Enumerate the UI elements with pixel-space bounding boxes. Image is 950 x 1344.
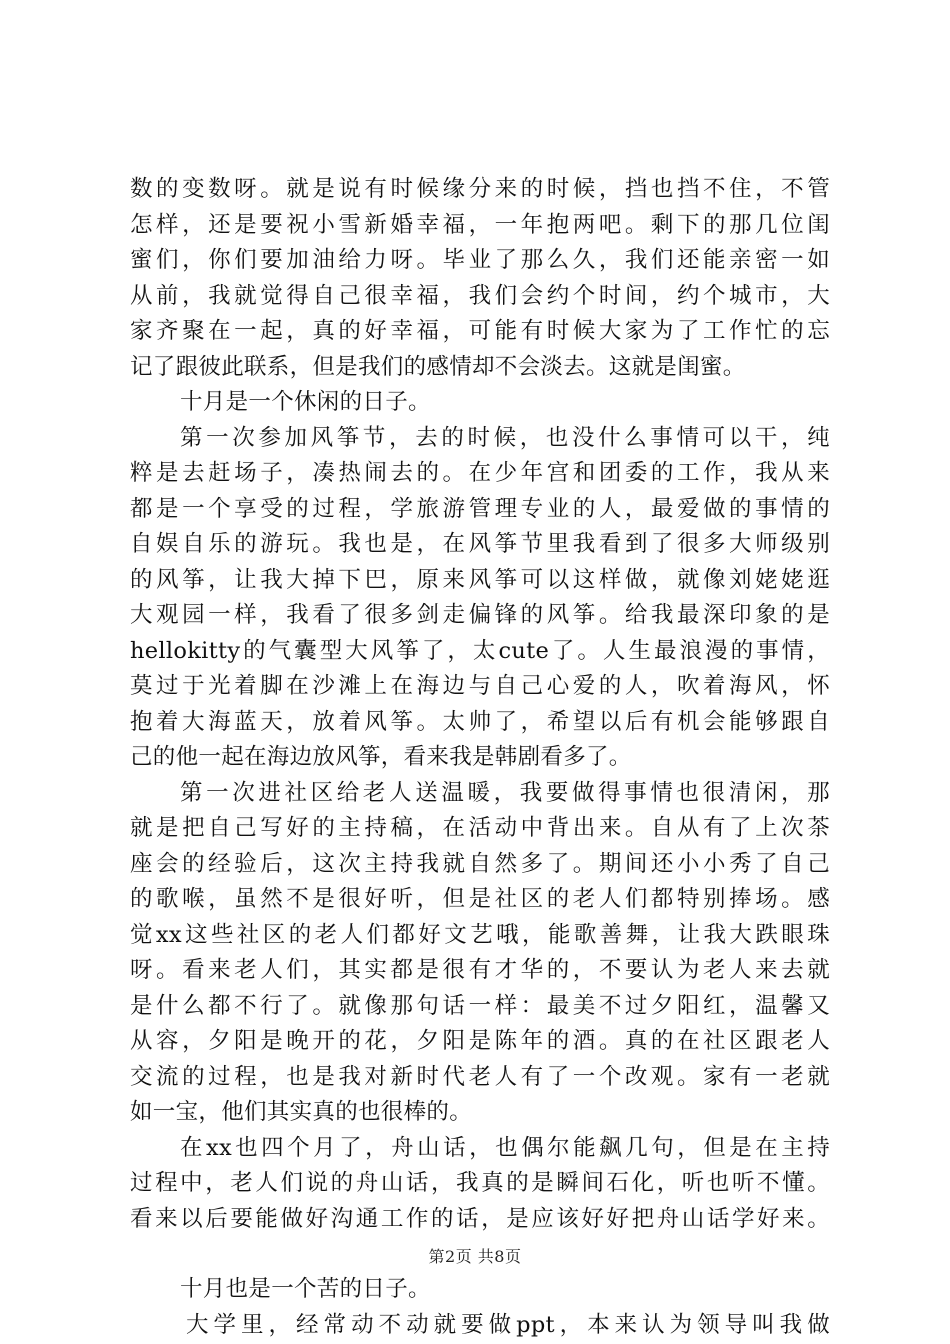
text-line: 是什么都不行了。就像那句话一样：最美不过夕阳红，温馨又 [130, 992, 830, 1019]
text-line: 家齐聚在一起，真的好幸福，可能有时候大家为了工作忙的忘 [130, 318, 830, 344]
text-line: 自娱自乐的游玩。我也是，在风筝节里我看到了很多大师级别 [130, 531, 830, 557]
text-line: 都是一个享受的过程，学旅游管理专业的人，最爱做的事情的 [130, 495, 830, 522]
text-line: 的歌喉，虽然不是很好听，但是社区的老人们都特别捧场。感 [130, 886, 830, 912]
text-line: hellokitty的气囊型大风筝了，太cute了。人生最浪漫的事情， [130, 637, 830, 664]
text-line: 觉xx这些社区的老人们都好文艺哦，能歌善舞，让我大跌眼珠 [130, 921, 830, 948]
text-line: 呀。看来老人们，其实都是很有才华的，不要认为老人来去就 [130, 957, 830, 983]
text-line: 粹是去赶场子，凑热闹去的。在少年宫和团委的工作，我从来 [130, 460, 830, 486]
text-line: 的风筝，让我大掉下巴，原来风筝可以这样做，就像刘姥姥逛 [130, 566, 830, 593]
text-line: 第一次进社区给老人送温暖，我要做得事情也很清闲，那 [180, 779, 830, 806]
text-line: 从容，夕阳是晚开的花，夕阳是陈年的酒。真的在社区跟老人 [130, 1028, 830, 1054]
text-line: 如一宝，他们其实真的也很棒的。 [130, 1099, 473, 1125]
text-line: 在xx也四个月了，舟山话，也偶尔能飙几句，但是在主持 [180, 1134, 830, 1161]
text-line: 过程中，老人们说的舟山话，我真的是瞬间石化，听也听不懂。 [130, 1170, 830, 1196]
paragraph-heading: 十月是一个休闲的日子。 [180, 389, 431, 415]
paragraph-heading: 十月也是一个苦的日子。 [180, 1276, 431, 1302]
text-line: 第一次参加风筝节，去的时候，也没什么事情可以干，纯 [180, 424, 830, 451]
text-line: 蜜们，你们要加油给力呀。毕业了那么久，我们还能亲密一如 [130, 247, 830, 273]
text-line: 记了跟彼此联系，但是我们的感情却不会淡去。这就是闺蜜。 [130, 353, 746, 380]
text-line: 己的他一起在海边放风筝，看来我是韩剧看多了。 [130, 744, 632, 770]
text-line: 数的变数呀。就是说有时候缘分来的时候，挡也挡不住，不管 [130, 176, 830, 202]
text-line: 莫过于光着脚在沙滩上在海边与自己心爱的人，吹着海风，怀 [130, 673, 830, 699]
text-line: 抱着大海蓝天，放着风筝。太帅了，希望以后有机会能够跟自 [130, 708, 830, 735]
text-line: 从前，我就觉得自己很幸福，我们会约个时间，约个城市，大 [130, 282, 830, 309]
text-line: 座会的经验后，这次主持我就自然多了。期间还小小秀了自己 [130, 850, 830, 877]
text-line: 大观园一样，我看了很多剑走偏锋的风筝。给我最深印象的是 [130, 602, 830, 628]
text-line: 怎样，还是要祝小雪新婚幸福，一年抱两吧。剩下的那几位闺 [130, 211, 830, 238]
text-line: 看来以后要能做好沟通工作的话，是应该好好把舟山话学好来。 [130, 1205, 830, 1232]
text-line: 交流的过程，也是我对新时代老人有了一个改观。家有一老就 [130, 1063, 830, 1090]
page-number-footer: 第2页 共8页 [428, 1247, 522, 1266]
document-body [130, 172, 830, 1343]
text-line: 就是把自己写好的主持稿，在活动中背出来。自从有了上次茶 [130, 815, 830, 841]
text-line: 大学里，经常动不动就要做ppt，本来认为领导叫我做 [186, 1311, 830, 1338]
